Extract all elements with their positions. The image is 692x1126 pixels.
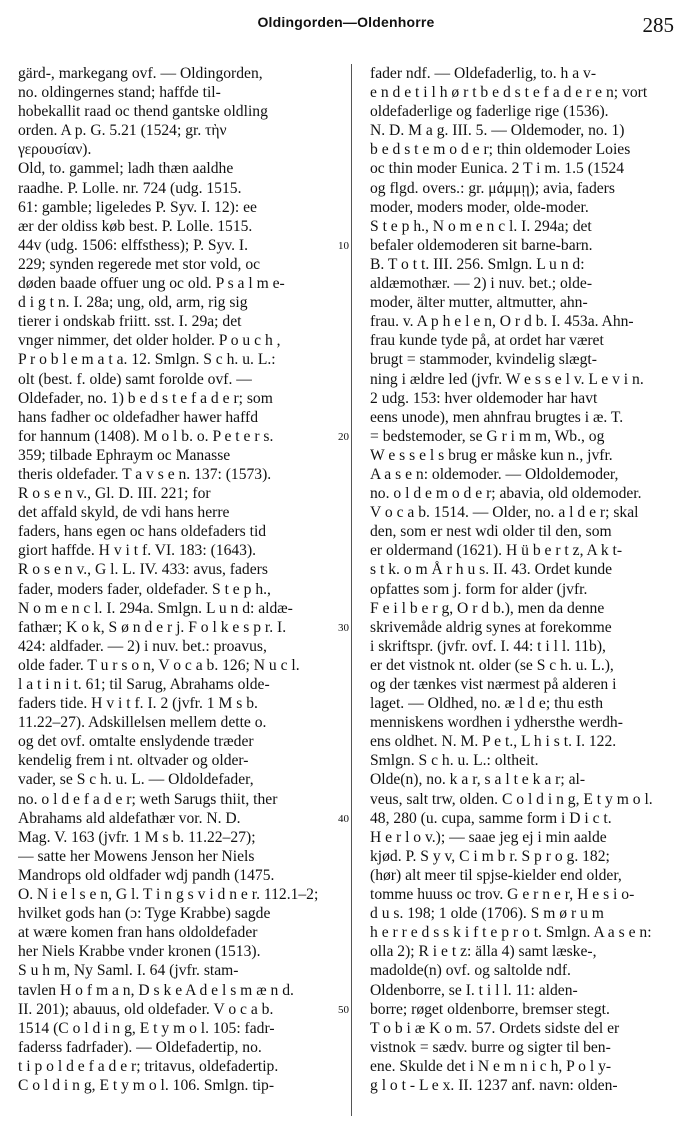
text-line: theris oldefader. T a v s e n. 137: (1573). [18,465,272,483]
line-number: 50 [338,1003,349,1016]
text-line: Old, to. gammel; ladh thæn aaldhe [18,160,234,178]
text-line: hvilket gods han (ɔ: Tyge Krabbe) sagde [18,905,271,923]
text-line: moder, älter mutter, altmutter, ahn- [370,294,588,312]
text-line: C o l d i n g, E t y m o l. 106. Smlgn. tip- [18,1076,275,1094]
text-line: at wære komen fran hans oldoldefader [18,924,258,942]
text-line: ene. Skulde det i N e m n i c h, P o l y- [370,1057,612,1075]
text-line: ær der oldiss køb best. P. Lolle. 1515. [18,217,253,235]
line-number: 20 [338,430,349,443]
text-line: e n d e t i l h ø r t b e d s t e f a d e r e n; vort [370,84,648,102]
line-number: 40 [338,812,349,825]
text-line: Mandrops old oldfader wdj pandh (1475. [18,866,275,884]
text-line: A a s e n: oldemoder. — Oldoldemoder, [370,465,619,483]
text-line: 2 udg. 153: hver oldemoder har havt [370,389,598,407]
text-line: γερουσίαν). [18,141,92,159]
text-line: er det vistnok nt. older (se S c h. u. L.), [370,656,614,674]
text-line: = bedstemoder, se G r i m m, Wb., og [370,427,605,445]
text-line: veus, salt trw, olden. C o l d i n g, E t y m o l. [370,790,653,808]
text-line: O. N i e l s e n, G l. T i n g s v i d n e r. 112.1–2; [18,886,319,904]
text-line: s t k. o m Å r h u s. II. 43. Ordet kunde [370,561,613,579]
text-line: II. 201); abauus, old oldefader. V o c a b. [18,1000,274,1018]
text-line: B. T o t t. III. 256. Smlgn. L u n d: [370,255,585,273]
text-line: eens unode), men ahnfrau brugtes i æ. T. [370,408,624,426]
text-line: Olde(n), no. k a r, s a l t e k a r; al- [370,771,586,789]
text-line: for hannum (1408). M o l b. o. P e t e r s. [18,427,274,445]
text-line: det affald skyld, de vdi hans herre [18,504,230,522]
text-line: P r o b l e m a t a. 12. Smlgn. S c h. u. L.: [18,351,276,369]
line-number: 10 [338,239,349,252]
text-line: vnger nimmer, det older holder. P o u c h , [18,332,281,350]
text-line: menniskens wordhen i ydhersthe werdh- [370,714,623,732]
text-line: 359; tilbade Ephraym oc Manasse [18,446,231,464]
text-line: d u s. 198; 1 olde (1706). S m ø r u m [370,905,604,923]
text-line: fader, moders fader, oldefader. S t e p h., [18,580,271,598]
text-line: Oldefader, no. 1) b e d s t e f a d e r; som [18,389,273,407]
text-line: 11.22–27). Adskillelsen mellem dette o. [18,714,267,732]
text-line: 61: gamble; ligeledes P. Syv. I. 12): ee [18,198,257,216]
text-line: T o b i æ K o m. 57. Ordets sidste del er [370,1019,620,1037]
text-line: t i p o l d e f a d e r; tritavus, oldefadertip. [18,1057,279,1075]
text-line: fader ndf. — Oldefaderlig, to. h a v- [370,65,597,82]
text-line: oldefaderlige og faderlige rige (1536). [370,103,609,121]
text-line: borre; røget oldenborre, bremser stegt. [370,1000,610,1018]
text-line: giort haffde. H v i t f. VI. 183: (1643). [18,542,257,560]
text-line: vistnok = sædv. burre og sigter til ben- [370,1038,611,1056]
text-line: olt (best. f. olde) samt forolde ovf. — [18,370,252,388]
left-column [18,64,330,1095]
text-line: 44v (udg. 1506: elffsthess); P. Syv. I. [18,236,249,254]
text-line: no. o l d e f a d e r; weth Sarugs thiit, ther [18,790,278,808]
text-line: her Niels Krabbe vnder kronen (1513). [18,943,261,961]
text-line: tavlen H o f m a n, D s k e A d e l s m æ n d. [18,981,294,999]
text-line: døden baade offuer ung oc old. P s a l m e- [18,275,285,293]
text-line: og det ovf. omtalte enslydende træder [18,733,254,751]
text-line: moder, moders moder, olde-moder. [370,198,589,216]
text-line: W e s s e l s brug er måske kun n., jvfr. [370,446,613,464]
text-line: hobekallit raad oc thend gantske oldling [18,103,268,121]
text-line: oc thin moder Eunica. 2 T i m. 1.5 (1524 [370,160,625,178]
text-line: Abrahams ald aldefathær vor. N. D. [18,809,241,827]
text-line: ning i ældre led (jvfr. W e s s e l v. L e v i n. [370,370,644,388]
text-line: ens oldhet. N. M. P e t., L h i s t. I. 122. [370,733,617,751]
text-line: faderss fadrfader). — Oldefadertip, no. [18,1038,262,1056]
text-line: h e r r e d s s k i f t e p r o t. Smlgn. A a s e n: [370,924,652,942]
text-line: den, som er nest wdi older til den, som [370,523,612,541]
text-line: Mag. V. 163 (jvfr. 1 M s b. 11.22–27); [18,828,256,846]
text-line: 48, 280 (u. cupa, samme form i D i c t. [370,809,612,827]
text-line: N. D. M a g. III. 5. — Oldemoder, no. 1) [370,122,625,140]
text-line: Smlgn. S c h. u. L.: oltheit. [370,752,539,770]
text-line: aldæmothær. — 2) i nuv. bet.; olde- [370,275,593,293]
text-line: vader, se S c h. u. L. — Oldoldefader, [18,771,254,789]
text-line: kendelig frem i nt. oltvader og older- [18,752,249,770]
text-line: V o c a b. 1514. — Older, no. a l d e r; skal [370,504,639,522]
text-line: faders, hans egen oc hans oldefaders tid [18,523,267,541]
text-line: d i g t n. I. 28a; ung, old, arm, rig sig [18,294,248,312]
text-line: Oldenborre, se I. t i l l. 11: alden- [370,981,578,999]
text-line: — satte her Mowens Jenson her Niels [18,847,255,865]
text-line: orden. A p. G. 5.21 (1524; gr. τὴν [18,122,227,140]
text-line: hans fadher oc oldefadher hawer haffd [18,408,258,426]
text-line: og der tænkes vist nærmest på alderen i [370,676,617,693]
text-line: befaler oldemoderen sit barne-barn. [370,236,593,254]
text-line: R o s e n v., Gl. D. III. 221; for [18,485,211,503]
text-line: (hør) alt meer til spjse-kielder end older, [370,866,622,884]
text-line: tierer i ondskab friitt. sst. I. 29a; det [18,313,242,331]
text-line: l a t i n i t. 61; til Sarug, Abrahams olde- [18,676,270,693]
text-line: 424: aldfader. — 2) i nuv. bet.: proavus, [18,637,267,655]
text-line: 1514 (C o l d i n g, E t y m o l. 105: fadr- [18,1019,275,1037]
text-line: frau kunde tyde på, at ordet har været [370,332,604,350]
text-line: no. oldingernes stand; haffde til- [18,84,221,102]
text-line: brugt = stammoder, kvindelig slægt- [370,351,597,369]
text-line: S u h m, Ny Saml. I. 64 (jvfr. stam- [18,962,239,980]
running-head: Oldingorden—Oldenhorre [257,14,435,30]
text-line: er oldermand (1621). H ü b e r t z, A k t- [370,542,623,560]
text-line: tomme huuss oc trov. G e r n e r, H e s i o- [370,886,635,904]
text-line: olla 2); R i e t z: älla 4) samt læske-, [370,943,597,961]
text-line: R o s e n v., G l. L. IV. 433: avus, faders [18,561,268,579]
text-line: fathær; K o k, S ø n d e r j. F o l k e s p r. I. [18,618,287,636]
text-line: skrivemåde aldrig synes at forekomme [370,618,612,636]
right-column [370,64,676,1095]
text-line: i skriftspr. (jvfr. ovf. I. 44: t i l l. 11b), [370,637,606,655]
text-line: no. o l d e m o d e r; abavia, old oldemoder. [370,485,642,503]
page-number: 285 [642,13,674,37]
text-line: og flgd. overs.: gr. μάμμῃ); avia, faders [370,179,615,197]
text-line: F e i l b e r g, O r d b.), men da denne [370,599,605,617]
text-line: faders tide. H v i t f. I. 2 (jvfr. 1 M s b. [18,695,258,713]
text-line: frau. v. A p h e l e n, O r d b. I. 453a. Ahn- [370,313,634,331]
text-line: kjød. P. S y v, C i m b r. S p r o g. 182; [370,847,610,865]
text-line: b e d s t e m o d e r; thin oldemoder Loies [370,141,631,159]
text-line: opfattes som j. form for alder (jvfr. [370,580,588,598]
text-line: gärd-, markegang ovf. — Oldingorden, [18,65,263,82]
column-rule [351,64,352,1116]
text-line: g l o t - L e x. II. 1237 anf. navn: olden- [370,1076,618,1094]
text-line: olde fader. T u r s o n, V o c a b. 126; N u c l. [18,656,300,674]
text-line: S t e p h., N o m e n c l. I. 294a; det [370,217,592,235]
line-number: 30 [338,621,349,634]
page-header [0,0,692,42]
text-line: H e r l o v.); — saae jeg ej i min aalde [370,828,607,846]
text-line: 229; synden regerede met stor vold, oc [18,255,261,273]
text-line: raadhe. P. Lolle. nr. 724 (udg. 1515. [18,179,242,197]
text-line: laget. — Oldhed, no. æ l d e; thu esth [370,695,604,713]
text-line: madolde(n) ovf. og saltolde ndf. [370,962,571,980]
text-line: N o m e n c l. I. 294a. Smlgn. L u n d: aldæ- [18,599,293,617]
